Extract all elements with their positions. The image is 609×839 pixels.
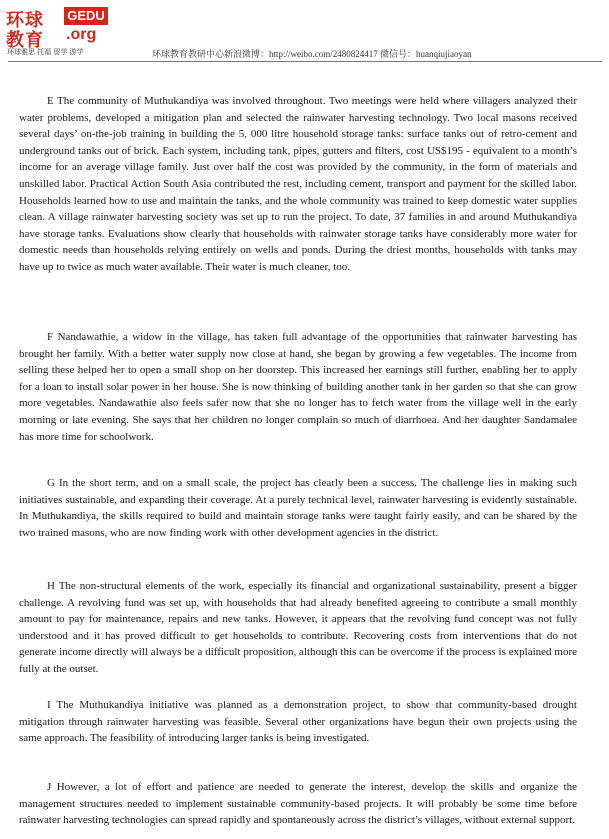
paragraph-j: J However, a lot of effort and patience are needed to generate the interest, develop the skills and organize the management structures needed to implement sustainable community-based projects. It will probably be some time before rainwater harvesting technologies can spread rapidly and spontaneously across the district’s villages, without external support. (19, 781, 577, 827)
logo-text-line1: 环球 (6, 10, 44, 31)
header-info: 环球教育教研中心新浪微博：http://weibo.com/2480824417 微信号：huanqiujiaoyan (152, 49, 472, 59)
logo-text-line2: 教育 (6, 30, 44, 51)
page-header (0, 0, 609, 62)
paragraph-i: I The Muthukandiya initiative was planned as a demonstration project, to show that community-based drought mitigation through rainwater harvesting was feasible. Several other organizations have begun their own projects using the same approach. The feasibility of introducing larger tanks is being investigated. (19, 699, 577, 745)
logo-domain: .org (66, 26, 97, 43)
paragraph-g: G In the short term, and on a small scale, the project has clearly been a success. The challenge lies in making such initiatives sustainable, and expanding their coverage. At a purely technical level, rainwater harvesting is evidently sustainable. In Muthukandiya, the skills required to build and maintain storage tanks were taught fairly easily, and can be shared by the two trained masons, who are now finding work with other development agencies in the district. (19, 477, 577, 539)
paragraph-h: H The non-structural elements of the work, especially its financial and organizational sustainability, present a bigger challenge. A revolving fund was set up, with households that had already benefited agreeing to contribute a small monthly amount to pay for maintenance, repairs and new tanks. However, it appears that the revolving fund concept was not fully understood and it has proved difficult to get households to contribute. Recovering costs from interventions that do not generate income directly will always be a difficult proposition, although this can be overcome if the process is explained more fully at the outset. (19, 580, 577, 675)
paragraph-f: F Nandawathie, a widow in the village, has taken full advantage of the opportunities that rainwater harvesting has brought her family. With a better water supply now close at hand, she began by growing a few vegetables. The income from selling these helped her to open a small shop on her doorstep. This increased her earnings still further, enabling her to apply for a loan to install solar power in her house. She is now thinking of building another tank in her garden so that she can grow more vegetables. Nandawathie also feels safer now that she no longer has to fetch water from the village well in the early morning or late evening. She says that her children no longer complain so much of diarrhoea. And her daughter Sandamalee has more time for schoolwork. (19, 331, 577, 443)
logo-slogan: 环球雅思 托福 留学 游学 (7, 48, 84, 56)
paragraph-e: E The community of Muthukandiya was involved throughout. Two meetings were held where villagers analyzed their water problems, developed a mitigation plan and selected the rainwater harvesting technology. Two local masons received several days’ on-the-job training in building the 5, 000 litre household storage tanks: surface tanks out of retro-cement and underground tanks out of brick. Each system, including tank, pipes, gutters and filters, cost US$195 - equivalent to a month’s income for an average village family. Just over half the cost was provided by the community, in the form of materials and unskilled labor. Practical Action South Asia contributed the rest, including cement, transport and payment for the skilled labor. Households learned how to use and maintain the tanks, and the whole community was trained to keep domestic water supplies clean. A village rainwater harvesting society was set up to run the project. To date, 37 families in and around Muthukandiya have storage tanks. Evaluations show clearly that households with rainwater storage tanks have considerably more water for domestic needs than households relying entirely on wells and ponds. During the driest months, households with tanks may have up to twice as much water available. Their water is much cleaner, too. (19, 95, 577, 273)
header-divider (8, 61, 602, 62)
logo-badge: GEDU (64, 7, 108, 25)
gedu-logo (6, 4, 126, 54)
